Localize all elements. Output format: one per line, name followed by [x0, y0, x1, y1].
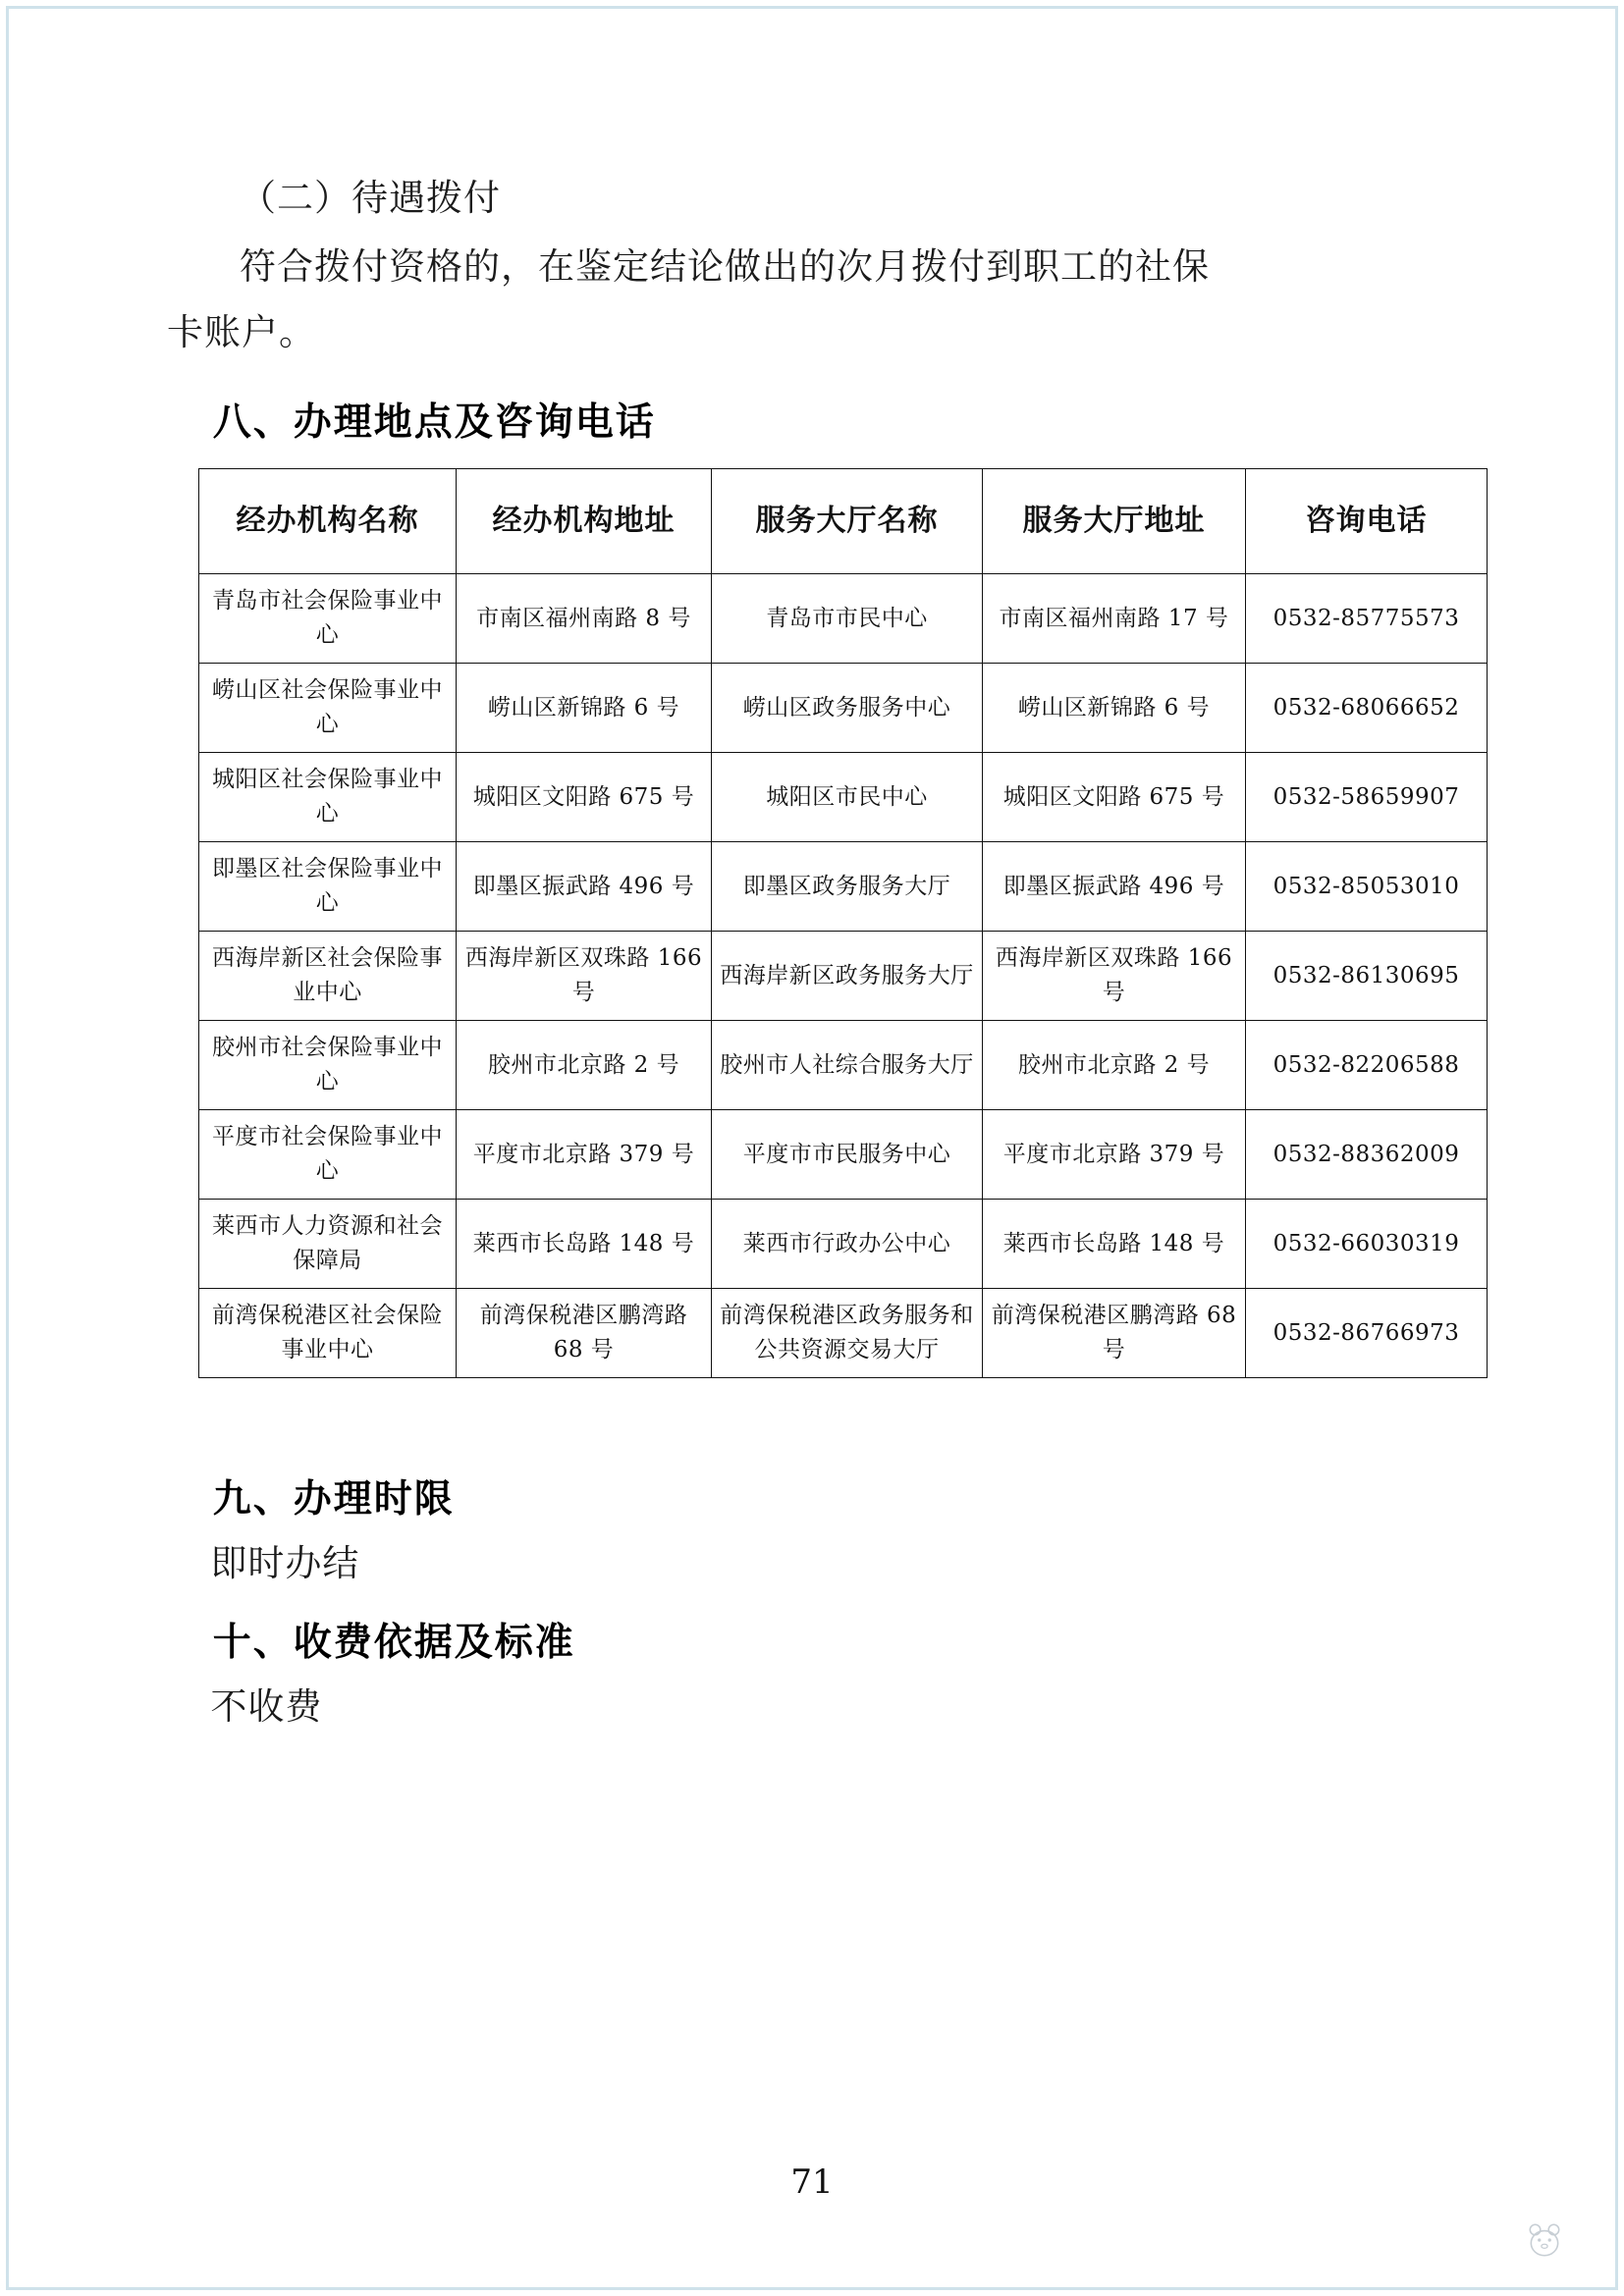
paragraph-disbursement-line2: 卡账户。: [167, 311, 316, 354]
table-row: [199, 1020, 1488, 1109]
heading-section-9: 九、办理时限: [212, 1476, 455, 1522]
cell-phone: 0532-58659907: [1246, 752, 1488, 841]
column-header-phone: 咨询电话: [1246, 468, 1488, 573]
paragraph-disbursement-line1: 符合拨付资格的，在鉴定结论做出的次月拨付到职工的社保: [240, 244, 1210, 288]
spacer: [167, 1378, 1457, 1468]
cell-hall-name: 即墨区政务服务大厅: [712, 841, 983, 931]
section-10-text: 不收费: [210, 1684, 323, 1728]
table-row: [199, 752, 1488, 841]
cell-hall-address: 前湾保税港区鹏湾路 68 号: [983, 1288, 1246, 1377]
cell-hall-address: 即墨区振武路 496 号: [983, 841, 1246, 931]
cell-agency-address: 城阳区文阳路 675 号: [457, 752, 712, 841]
page-number: 71: [790, 2163, 834, 2202]
cell-phone: 0532-82206588: [1246, 1020, 1488, 1109]
table-row: [199, 573, 1488, 663]
cell-phone: 0532-66030319: [1246, 1199, 1488, 1288]
cell-phone: 0532-88362009: [1246, 1109, 1488, 1199]
table-row: [199, 931, 1488, 1020]
cell-hall-name: 西海岸新区政务服务大厅: [712, 931, 983, 1020]
column-header-hall-name: 服务大厅名称: [712, 468, 983, 573]
cell-agency-address: 市南区福州南路 8 号: [457, 573, 712, 663]
cell-hall-address: 城阳区文阳路 675 号: [983, 752, 1246, 841]
cell-agency-address: 即墨区振武路 496 号: [457, 841, 712, 931]
cell-agency-address: 前湾保税港区鹏湾路 68 号: [457, 1288, 712, 1377]
cell-agency-address: 崂山区新锦路 6 号: [457, 663, 712, 752]
cell-hall-address: 胶州市北京路 2 号: [983, 1020, 1246, 1109]
cell-agency-name: 西海岸新区社会保险事业中心: [199, 931, 457, 1020]
section-9-text: 即时办结: [210, 1541, 360, 1584]
column-header-agency-name: 经办机构名称: [199, 468, 457, 573]
table-row: [199, 1288, 1488, 1377]
cell-hall-name: 胶州市人社综合服务大厅: [712, 1020, 983, 1109]
cell-phone: 0532-86130695: [1246, 931, 1488, 1020]
cell-phone: 0532-68066652: [1246, 663, 1488, 752]
heading-section-10: 十、收费依据及标准: [212, 1620, 575, 1665]
table-row: [199, 841, 1488, 931]
table-header-row: [199, 468, 1488, 573]
cell-agency-address: 西海岸新区双珠路 166 号: [457, 931, 712, 1020]
cell-agency-name: 崂山区社会保险事业中心: [199, 663, 457, 752]
heading-section-8: 八、办理地点及咨询电话: [212, 400, 656, 445]
cell-agency-name: 即墨区社会保险事业中心: [199, 841, 457, 931]
cell-agency-name: 莱西市人力资源和社会保障局: [199, 1199, 457, 1288]
cell-hall-address: 莱西市长岛路 148 号: [983, 1199, 1246, 1288]
cell-phone: 0532-85053010: [1246, 841, 1488, 931]
cell-agency-address: 平度市北京路 379 号: [457, 1109, 712, 1199]
cell-hall-address: 崂山区新锦路 6 号: [983, 663, 1246, 752]
table-row: [199, 1109, 1488, 1199]
cell-agency-name: 平度市社会保险事业中心: [199, 1109, 457, 1199]
cell-hall-address: 平度市北京路 379 号: [983, 1109, 1246, 1199]
cell-agency-name: 城阳区社会保险事业中心: [199, 752, 457, 841]
cell-phone: 0532-86766973: [1246, 1288, 1488, 1377]
service-locations-table: [198, 468, 1488, 1378]
cell-agency-address: 胶州市北京路 2 号: [457, 1020, 712, 1109]
cell-hall-address: 市南区福州南路 17 号: [983, 573, 1246, 663]
cell-hall-address: 西海岸新区双珠路 166 号: [983, 931, 1246, 1020]
cell-hall-name: 城阳区市民中心: [712, 752, 983, 841]
table-row: [199, 663, 1488, 752]
cell-hall-name: 崂山区政务服务中心: [712, 663, 983, 752]
cell-agency-name: 青岛市社会保险事业中心: [199, 573, 457, 663]
cell-agency-name: 胶州市社会保险事业中心: [199, 1020, 457, 1109]
cell-phone: 0532-85775573: [1246, 573, 1488, 663]
cell-agency-name: 前湾保税港区社会保险事业中心: [199, 1288, 457, 1377]
section-heading-er: （二）待遇拨付: [240, 177, 501, 219]
table-row: [199, 1199, 1488, 1288]
cell-hall-name: 莱西市行政办公中心: [712, 1199, 983, 1288]
cell-agency-address: 莱西市长岛路 148 号: [457, 1199, 712, 1288]
column-header-hall-address: 服务大厅地址: [983, 468, 1246, 573]
cell-hall-name: 前湾保税港区政务服务和公共资源交易大厅: [712, 1288, 983, 1377]
cell-hall-name: 平度市市民服务中心: [712, 1109, 983, 1199]
column-header-agency-address: 经办机构地址: [457, 468, 712, 573]
bear-watermark-icon: [1524, 2219, 1565, 2261]
cell-hall-name: 青岛市市民中心: [712, 573, 983, 663]
